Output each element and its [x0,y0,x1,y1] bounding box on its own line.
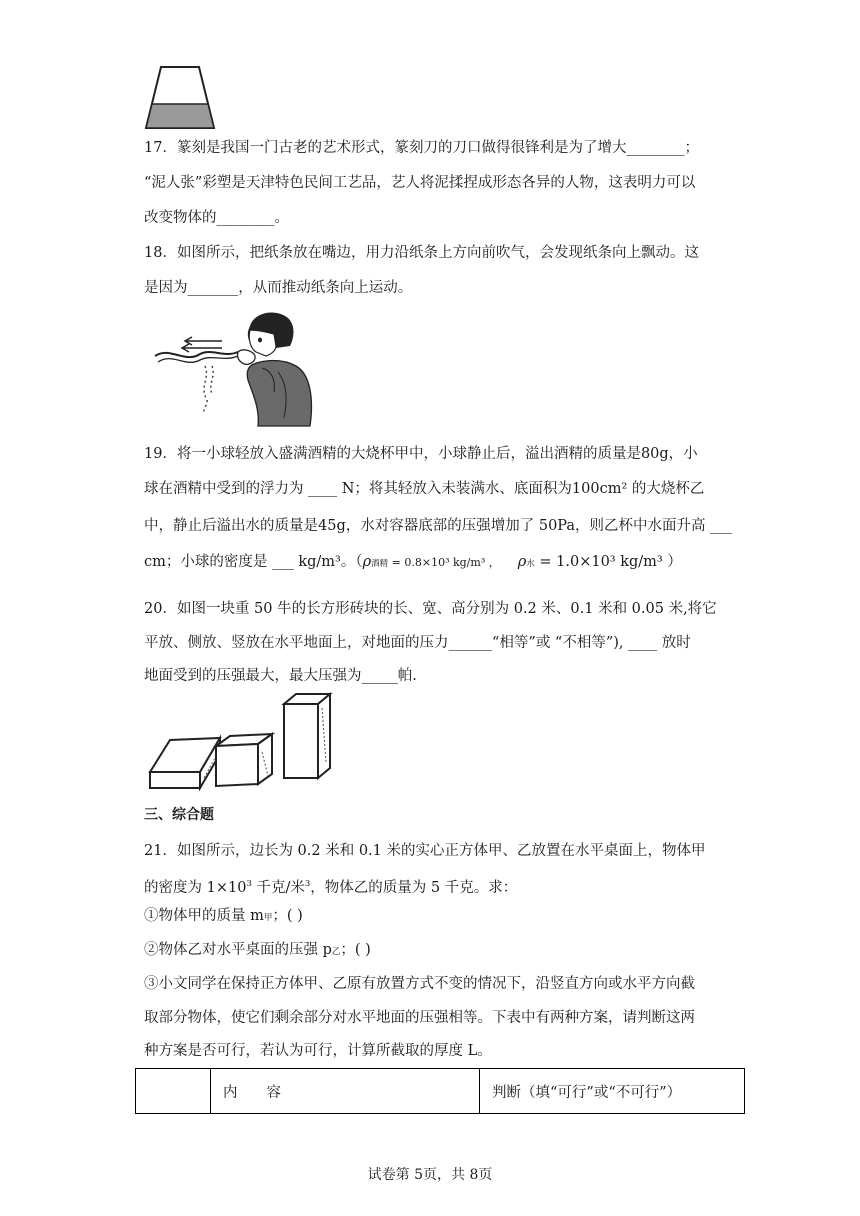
q21-line2-text: 的密度为 1×10 [144,879,247,896]
q19-line1: 19．将一小球轻放入盛满酒精的大烧杯甲中，小球静止后，溢出酒精的质量是80g，小 [144,446,698,462]
q21-line2 [144,874,517,898]
q21-item3-line2: 取部分物体，使它们剩余部分对水平地面的压强相等。下表中有两种方案，请判断这两 [144,1010,695,1026]
q17-line1: 17．篆刻是我国一门古老的艺术形式，篆刻刀的刀口做得很锋利是为了增大________； [144,140,699,156]
q21-item2 [144,940,371,962]
q17-line2: “泥人张”彩塑是天津特色民间工艺品，艺人将泥揉捏成形态各异的人物，这表明力可以 [144,175,696,191]
q21-item2-text: ②物体乙对水平桌面的压强 p [144,942,332,958]
page-footer: 试卷第 5页，共 8页 [367,1167,493,1183]
q21-item1-blank: ；( ) [272,908,303,924]
rho-symbol-water: ρ [517,554,527,570]
q17-line3: 改变物体的________。 [144,210,289,226]
q18-line2: 是因为_______，从而推动纸条向上运动。 [144,280,413,296]
q21-item2-subscript: 乙 [331,947,341,957]
q19-line4-text: cm；小球的密度是 ___ kg/m³。（ [144,554,363,570]
q21-superscript: 3 [246,879,252,889]
table-row [136,1069,745,1114]
q20-line3: 地面受到的压强最大，最大压强为_____帕. [144,668,417,684]
section-title: 三、综合题 [144,807,214,823]
q21-line2-rest: ，物体乙的质量为 5 千克。求： [310,879,518,896]
water-subscript: 水 [526,559,535,569]
q18-line1: 18．如图所示，把纸条放在嘴边，用力沿纸条上方向前吹气，会发现纸条向上飘动。这 [144,245,699,261]
q21-item3-line3: 种方案是否可行，若认为可行，计算所截取的厚度 L。 [144,1043,492,1059]
rho-symbol: ρ [362,554,372,570]
q20-line1: 20．如图一块重 50 牛的长方形砖块的长、宽、高分别为 0.2 米、0.1 米和 0.05 米,将它 [144,601,717,617]
container-figure [140,62,220,132]
q21-item2-blank: ；( ) [340,942,371,958]
alcohol-subscript: 酒精 [371,559,389,569]
table-header-judgment: 判断（填“可行”或“不可行”） [480,1069,745,1114]
q21-superscript-2: 3 [304,879,311,889]
q19-line3: 中，静止后溢出水的质量是45g，水对容器底部的压强增加了 50Pa，则乙杯中水面升高 ___ [144,518,732,534]
table-header-content: 内 容 [211,1069,480,1114]
q21-item1-text: ①物体甲的质量 m [144,908,264,924]
q19-line2: 球在酒精中受到的浮力为 ____ N；将其轻放入未装满水、底面积为100cm² 的大烧杯乙 [144,481,705,497]
q21-item3-line1: ③小文同学在保持正方体甲、乙原有放置方式不变的情况下，沿竖直方向或水平方向截 [144,976,695,992]
q20-line2: 平放、侧放、竖放在水平地面上，对地面的压力______“相等”或 “不相等”), ____ 放时 [144,635,691,651]
q21-line2-unit: 千克/米 [251,879,305,896]
q21-line1: 21．如图所示，边长为 0.2 米和 0.1 米的实心正方体甲、乙放置在水平桌面上，物体甲 [144,843,706,859]
boy-blowing-paper-figure [150,308,320,428]
bricks-figure [146,692,346,792]
q19-line4 [144,552,682,574]
alcohol-density: = 0.8×10³ kg/m³ ， [388,556,500,569]
q21-item1 [144,906,303,928]
table-cell-blank [136,1069,211,1114]
q21-item1-subscript: 甲 [263,913,273,923]
answer-table [135,1068,745,1114]
water-density: = 1.0×10³ kg/m³ ） [534,554,682,570]
